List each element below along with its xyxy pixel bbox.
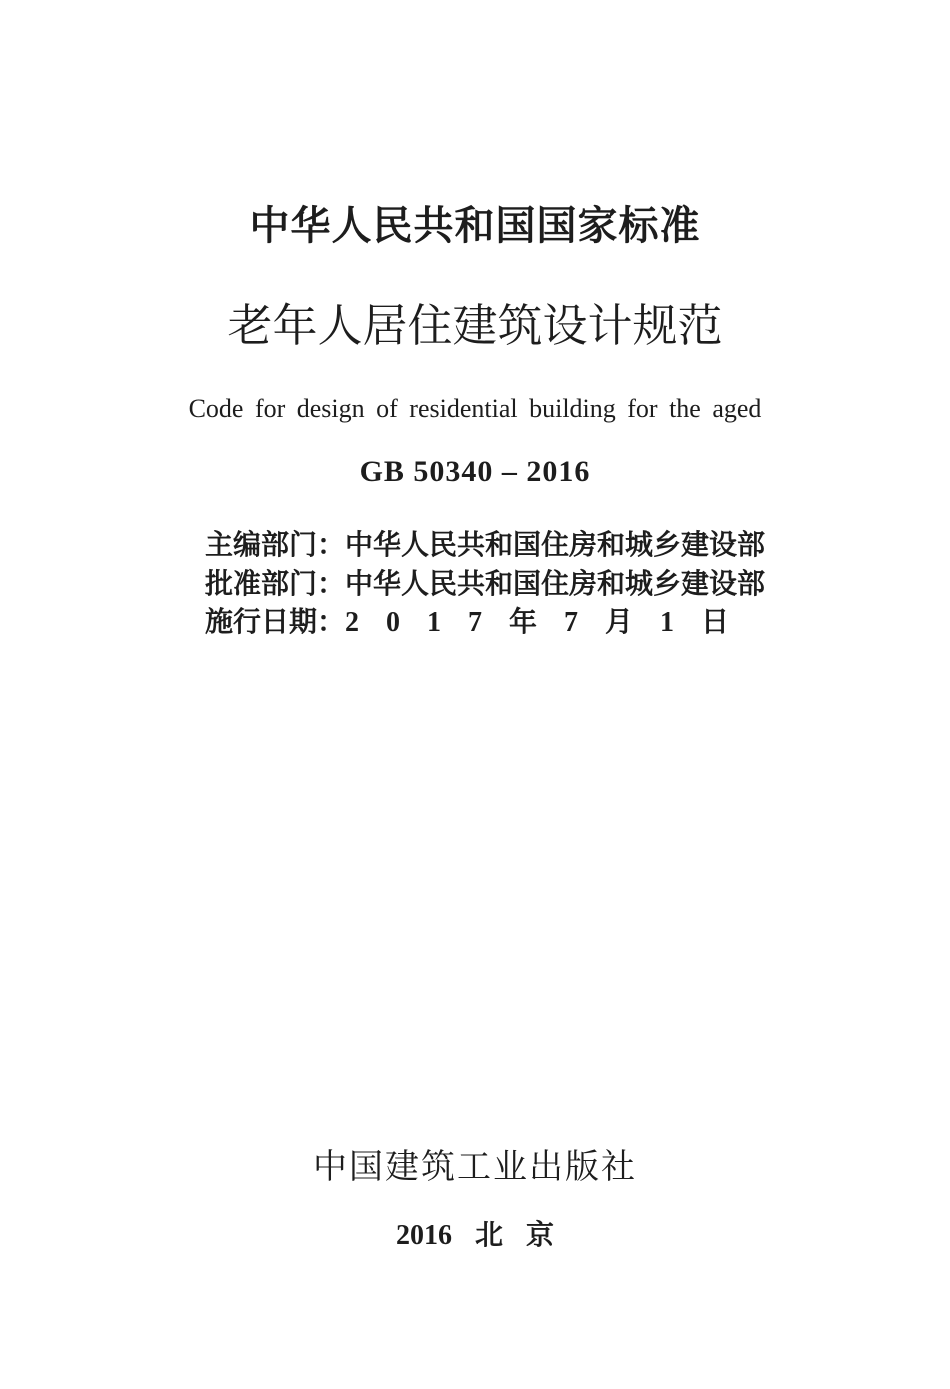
effective-date-row: [205, 603, 765, 643]
national-standard-heading: 中华人民共和国国家标准: [249, 204, 701, 248]
publication-year-city: 2016 北 京: [395, 1220, 554, 1251]
document-title-chinese: 老年人居住建筑设计规范: [227, 301, 723, 351]
effective-date-label: 施行日期：: [205, 606, 346, 637]
document-title-english: Code for design of residential building for the aged: [188, 394, 762, 423]
chief-editor-department-value: 中华人民共和国住房和城乡建设部: [345, 529, 766, 560]
publisher-name: 中国建筑工业出版社: [313, 1149, 637, 1186]
approval-department-row: [205, 565, 765, 604]
publication-info-block: [205, 526, 765, 643]
standard-number: GB 50340 – 2016: [359, 455, 591, 488]
chief-editor-department-label: 主编部门：: [205, 529, 346, 560]
approval-department-label: 批准部门：: [205, 567, 346, 599]
chief-editor-department-row: [205, 526, 765, 565]
approval-department-value: 中华人民共和国住房和城乡建设部: [345, 567, 766, 599]
effective-date-value: 2 0 1 7 年 7 月 1 日: [345, 607, 740, 638]
